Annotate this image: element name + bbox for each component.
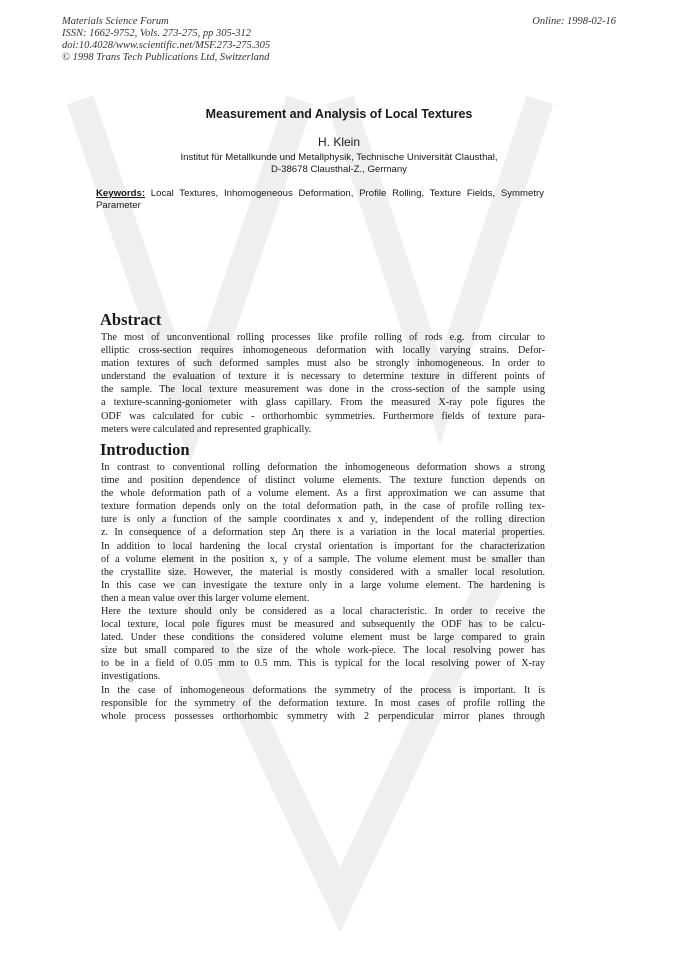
intro-line: responsible for the symmetry of the deformation texture. In most cases of profile rolling the <box>101 698 545 710</box>
intro-line: In addition to local hardening the local crystal orientation is important for the characterization <box>101 540 545 552</box>
online-date: Online: 1998-02-16 <box>532 16 616 27</box>
abstract-line: the sample. The local texture measurement was done in the cross-section of the sample using <box>101 384 545 396</box>
issn-line: ISSN: 1662-9752, Vols. 273-275, pp 305-312 <box>62 28 251 39</box>
intro-line: whole process possesses orthorhombic symmetry with 2 perpendicular mirror planes through <box>101 711 545 723</box>
journal-name: Materials Science Forum <box>62 16 169 27</box>
affiliation-line-1: Institut für Metallkunde und Metallphysik, Technische Universität Clausthal, <box>180 152 498 163</box>
abstract-line: a texture-scanning-goniometer with glass capillary. From the measured X-ray pole figures the <box>101 397 545 409</box>
intro-line: to be in a field of 0.05 mm to 0.5 mm. This is typical for the local resolving power of X-ray <box>101 658 545 670</box>
abstract-body <box>101 331 545 436</box>
intro-line: time and position dependence of distinct volume elements. The texture function depends on <box>101 475 545 487</box>
intro-line: In the case of inhomogeneous deformations the symmetry of the process is important. It is <box>101 685 545 696</box>
introduction-paragraph-1 <box>101 461 545 605</box>
abstract-line: understand the evaluation of texture it is necessary to determine texture in different points of <box>101 371 545 383</box>
intro-line: local texture, local pole figures must be measured and subsequently the ODF has to be calcu- <box>101 619 545 631</box>
keywords-text: Local Textures, Inhomogeneous Deformation, Profile Rolling, Texture Fields, Symmetry Parameter <box>96 188 544 211</box>
intro-line: In this case we can investigate the texture only in a large volume element. The hardening is <box>101 579 545 591</box>
abstract-line: elliptic cross-section requires inhomogeneous deformation with locally varying strains. Defor- <box>101 345 545 357</box>
affiliation <box>0 152 678 176</box>
intro-line: investigations. <box>101 671 161 683</box>
intro-line: ture is only a function of the sample coordinates x and y, independent of the rolling direction <box>101 514 545 526</box>
intro-line: In contrast to conventional rolling deformation the inhomogeneous deformation shows a strong <box>101 462 545 473</box>
intro-line: lated. Under these conditions the considered volume element must be large compared to grain <box>101 632 545 644</box>
intro-line: the whole deformation path of a volume element. As a first approximation we can assume that <box>101 488 545 500</box>
intro-line: Here the texture should only be considered as a local characteristic. In order to receive the <box>101 606 545 617</box>
doi-line[interactable]: doi:10.4028/www.scientific.net/MSF.273-275.305 <box>62 40 271 51</box>
abstract-line: mation textures of such deformed samples must also be strongly inhomogeneous. In order to <box>101 358 545 370</box>
intro-line: z. In consequence of a deformation step Δη there is a variation in the local material properties. <box>101 527 545 539</box>
keywords-label: Keywords: <box>96 188 146 199</box>
abstract-line: The most of unconventional rolling processes like profile rolling of rods e.g. from circular to <box>101 332 545 343</box>
abstract-heading: Abstract <box>100 310 162 329</box>
introduction-heading: Introduction <box>100 440 190 459</box>
intro-line: size but small compared to the size of the whole work-piece. The local resolving power has <box>101 645 545 657</box>
intro-line: then a mean value over this larger volume element. <box>101 592 310 604</box>
paper-author: H. Klein <box>317 135 361 149</box>
intro-line: texture formation depends only on the total deformation path, in the case of profile rolling tex- <box>101 501 545 513</box>
intro-line: of a volume element in the position x, y of a sample. The volume element must be smaller than <box>101 553 545 565</box>
introduction-paragraph-3 <box>101 684 545 723</box>
keywords <box>96 188 544 212</box>
abstract-line: meters were calculated and represented graphically. <box>101 423 312 435</box>
intro-line: the crystallite size. However, the material is mostly considered with a smaller local resolution. <box>101 566 545 578</box>
paper-title: Measurement and Analysis of Local Textures <box>205 107 473 121</box>
journal-header <box>62 16 270 64</box>
abstract-line: ODF was calculated for cubic - orthorhombic symmetries. Furthermore fields of texture para- <box>101 410 545 422</box>
copyright-line: © 1998 Trans Tech Publications Ltd, Switzerland <box>62 52 270 63</box>
introduction-paragraph-2 <box>101 605 545 684</box>
affiliation-line-2: D-38678 Clausthal-Z., Germany <box>271 164 407 175</box>
